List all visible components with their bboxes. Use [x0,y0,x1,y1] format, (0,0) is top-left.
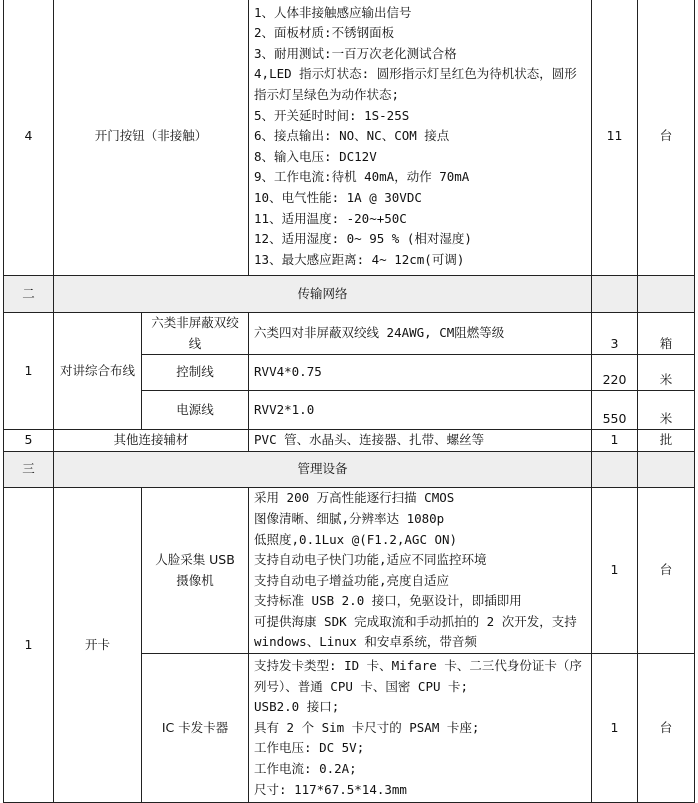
unit: 箱 [638,313,695,355]
row-index: 5 [4,430,54,452]
item-name: 六类非屏蔽双绞线 [142,313,249,355]
quantity: 220 [592,355,638,391]
spec-line: 5、开关延时时间: 1S-25S [254,107,410,123]
unit: 台 [638,654,695,803]
spec-line: 9、工作电流:待机 40mA，动作 70mA [254,169,470,185]
spec-line: 1、人体非接触感应输出信号 [254,4,412,20]
spec-line: 支持自动电子增益功能,亮度自适应 [254,572,450,588]
spec-line: 12、适用湿度: 0~ 95 % (相对湿度) [254,231,472,247]
empty-cell [592,276,638,313]
unit: 台 [638,0,695,276]
empty-cell [638,452,695,488]
section-title: 管理设备 [54,452,592,488]
spec-line: 具有 2 个 Sim 卡尺寸的 PSAM 卡座; [254,719,480,735]
spec-line: 支持自动电子快门功能,适应不同监控环境 [254,552,487,568]
group-name: 对讲综合布线 [54,313,142,430]
spec-line: 工作电压: DC 5V; [254,740,365,756]
row-index: 4 [4,0,54,276]
section-index: 三 [4,452,54,488]
spec-text: RVV2*1.0 [249,391,592,430]
quantity: 11 [592,0,638,276]
spec-line: 4,LED 指示灯状态: 圆形指示灯呈红色为待机状态，圆形指示灯呈绿色为动作状态; [254,66,577,103]
spec-text: PVC 管、水晶头、连接器、扎带、螺丝等 [249,430,592,452]
spec-line: 可提供海康 SDK 完成取流和手动抓拍的 2 次开发，支持 windows、Linux 和安卓系统，带音频 [254,613,577,650]
spec-list [249,654,592,803]
spec-line: 支持发卡类型: ID 卡、Mifare 卡、二三代身份证卡（序列号）、普通 CPU 卡、国密 CPU 卡; [254,658,582,694]
spec-line: 采用 200 万高性能逐行扫描 CMOS [254,490,455,506]
item-name: 电源线 [142,391,249,430]
spec-line: 图像清晰、细腻,分辨率达 1080p [254,510,445,526]
spec-line: 支持标准 USB 2.0 接口，免驱设计，即插即用 [254,593,522,609]
spec-line: 10、电气性能: 1A @ 30VDC [254,189,422,205]
item-name: 开门按钮（非接触） [54,0,249,276]
section-row [4,276,695,313]
quantity: 3 [592,313,638,355]
unit: 批 [638,430,695,452]
spec-line: 2、面板材质:不锈钢面板 [254,25,395,41]
empty-cell [592,452,638,488]
spec-line: 11、适用温度: -20~+50C [254,210,407,226]
section-row [4,452,695,488]
row-index: 1 [4,488,54,803]
spec-text: 六类四对非屏蔽双绞线 24AWG, CM阻燃等级 [249,313,592,355]
quantity: 550 [592,391,638,430]
empty-cell [638,276,695,313]
spec-line: 8、输入电压: DC12V [254,148,377,164]
equipment-table [3,0,695,803]
spec-line: 13、最大感应距离: 4~ 12cm(可调) [254,251,465,267]
unit: 米 [638,391,695,430]
spec-line: 低照度,0.1Lux @(F1.2,AGC ON) [254,531,458,547]
table-row [4,430,695,452]
unit: 米 [638,355,695,391]
item-name: IC 卡发卡器 [142,654,249,803]
item-name: 控制线 [142,355,249,391]
quantity: 1 [592,488,638,654]
item-name: 人脸采集 USB 摄像机 [142,488,249,654]
quantity: 1 [592,654,638,803]
spec-list [249,0,592,276]
table-row [4,488,695,654]
spec-line: 尺寸: 117*67.5*14.3mm [254,781,407,797]
section-title: 传输网络 [54,276,592,313]
section-index: 二 [4,276,54,313]
table-row [4,0,695,276]
unit: 台 [638,488,695,654]
spec-line: USB2.0 接口; [254,699,340,715]
spec-line: 3、耐用测试:一百万次老化测试合格 [254,45,457,61]
item-name: 其他连接辅材 [54,430,249,452]
spec-text: RVV4*0.75 [249,355,592,391]
spec-line: 工作电流: 0.2A; [254,761,357,777]
group-name: 开卡 [54,488,142,803]
spec-list [249,488,592,654]
spec-line: 6、接点输出: NO、NC、COM 接点 [254,128,450,144]
quantity: 1 [592,430,638,452]
row-index: 1 [4,313,54,430]
table-row [4,313,695,355]
